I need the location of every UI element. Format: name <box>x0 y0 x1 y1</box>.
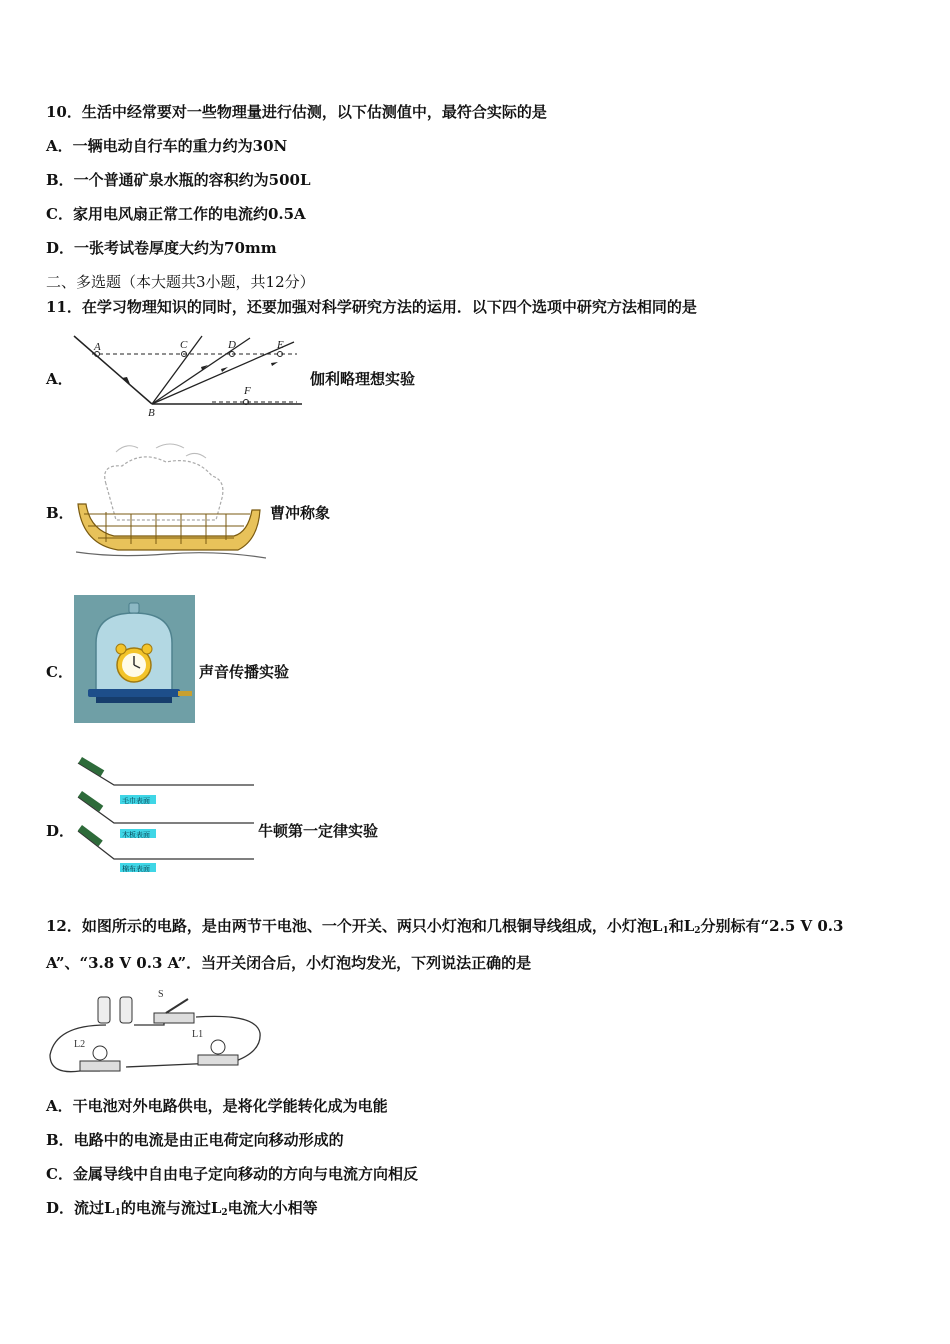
q10-option-a: A．一辆电动自行车的重力约为30N <box>46 137 288 155</box>
point-c: C <box>180 339 188 351</box>
point-f: F <box>244 385 251 397</box>
switch-label: S <box>158 989 164 1000</box>
q10-option-b: B．一个普通矿泉水瓶的容积约为500L <box>46 171 311 189</box>
surface-cotton: 棉布表面 <box>122 865 150 873</box>
galileo-ramp-figure <box>72 332 307 418</box>
surface-wood: 木板表面 <box>122 831 150 839</box>
q11-option-a-label: A． <box>46 370 73 388</box>
q11-option-b-label: B． <box>46 504 74 522</box>
point-b: B <box>148 407 155 418</box>
q12-stem-line2: A”、“3.8 V 0.3 A”．当开关闭合后，小灯泡均发光，下列说法正确的是 <box>46 954 532 972</box>
circuit-figure <box>46 985 266 1080</box>
point-a: A <box>94 341 101 353</box>
l2-label: L2 <box>74 1039 86 1050</box>
q11-option-b-caption: 曹冲称象 <box>270 504 331 522</box>
q10-option-c: C．家用电风扇正常工作的电流约0.5A <box>46 205 306 223</box>
q11-stem: 11．在学习物理知识的同时，还要加强对科学研究方法的运用．以下四个选项中研究方法相同的是 <box>46 298 697 316</box>
q11-option-a-caption: 伽利略理想实验 <box>310 370 416 388</box>
point-d: D <box>228 339 236 351</box>
q11-option-c-label: C． <box>46 663 73 681</box>
point-e: E <box>277 339 284 351</box>
q11-option-d-caption: 牛顿第一定律实验 <box>258 822 379 840</box>
bell-jar-figure <box>74 595 195 723</box>
q10-stem: 10．生活中经常要对一些物理量进行估测，以下估测值中，最符合实际的是 <box>46 103 547 121</box>
q12-option-c: C．金属导线中自由电子定向移动的方向与电流方向相反 <box>46 1165 418 1183</box>
q11-option-c-caption: 声音传播实验 <box>199 663 290 681</box>
q12-option-d: D．流过$L_1$的电流与流过$L_2$电流大小相等 <box>46 1199 318 1218</box>
q12-stem-line1: 12．如图所示的电路，是由两节干电池、一个开关、两只小灯泡和几根铜导线组成，小灯泡$L_1$和$L_2$分别标有“2.5 V 0.3 <box>46 917 844 936</box>
cao-chong-boat-figure <box>76 432 266 560</box>
q12-option-b: B．电路中的电流是由正电荷定向移动形成的 <box>46 1131 344 1149</box>
surface-towel: 毛巾表面 <box>122 797 150 805</box>
newton-ramps-figure <box>76 755 256 877</box>
l1-label: L1 <box>192 1029 204 1040</box>
q10-option-d: D．一张考试卷厚度大约为70mm <box>46 239 277 257</box>
q11-option-d-label: D． <box>46 822 75 840</box>
section-heading: 二、多选题（本大题共3小题，共12分） <box>46 273 315 291</box>
q12-option-a: A．干电池对外电路供电，是将化学能转化成为电能 <box>46 1097 388 1115</box>
